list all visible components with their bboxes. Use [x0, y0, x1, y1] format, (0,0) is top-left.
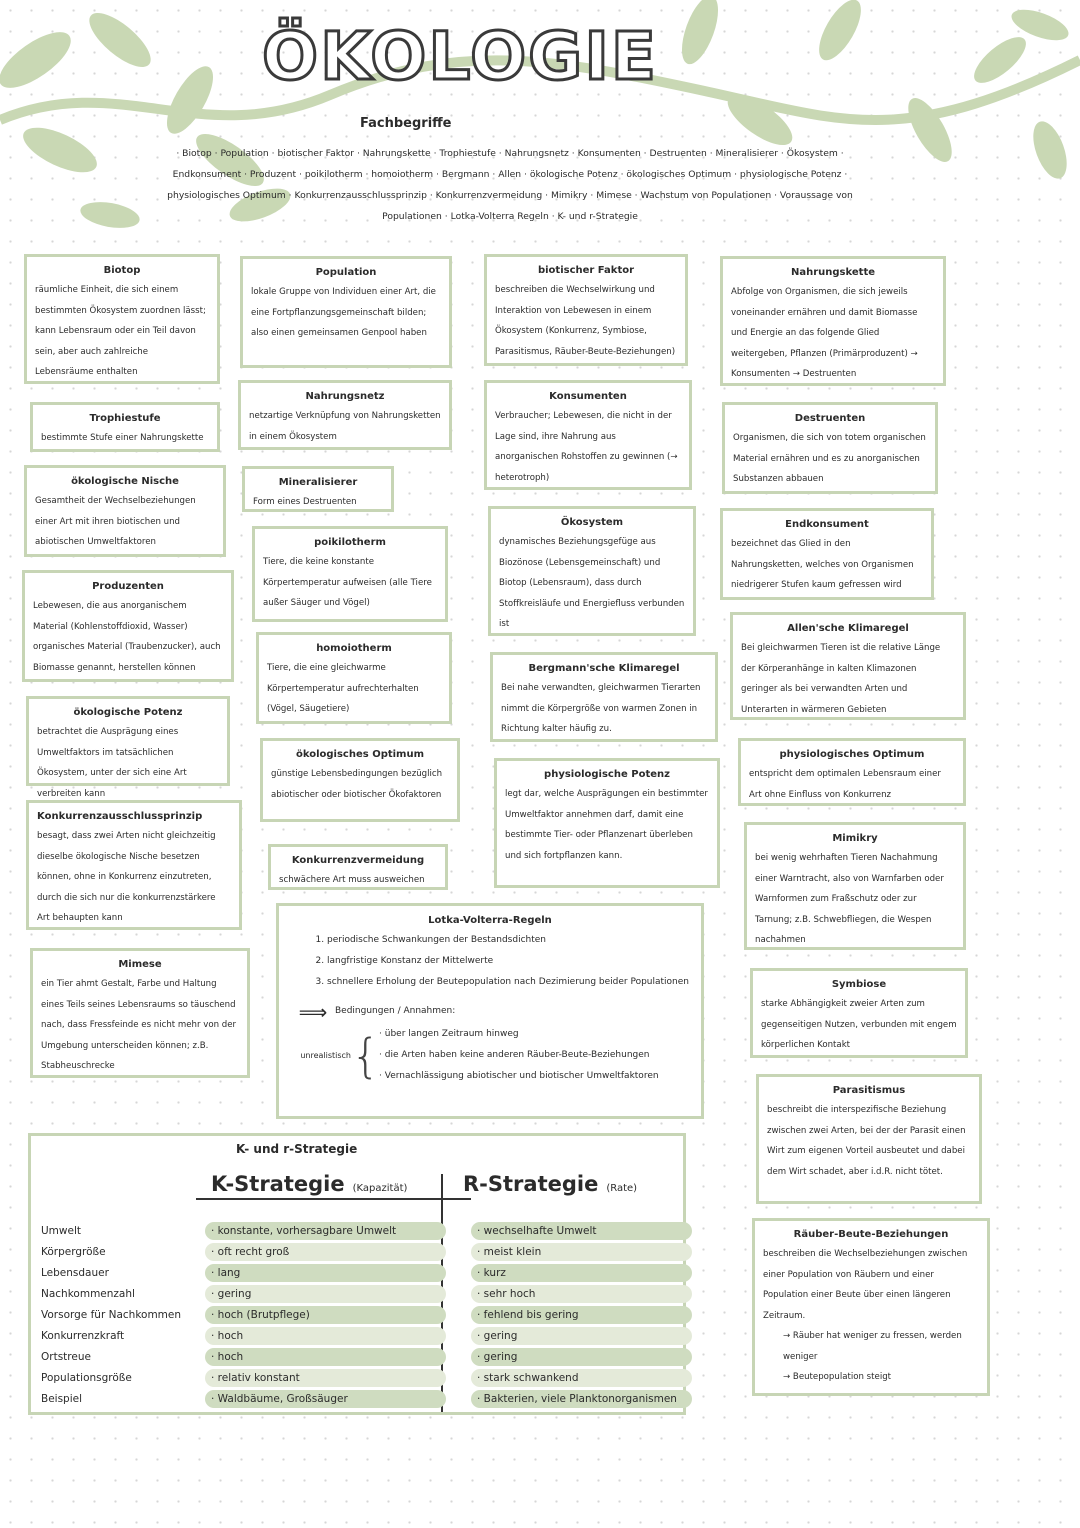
r-cell: · meist klein	[471, 1243, 692, 1261]
card-lotka-volterra	[276, 903, 704, 1119]
card-trophiestufe	[30, 402, 220, 452]
row-label: Vorsorge für Nachkommen	[41, 1309, 182, 1321]
row-label: Körpergröße	[41, 1246, 106, 1258]
card-title: Produzenten	[92, 581, 164, 592]
conditions-header	[291, 1001, 689, 1022]
condition-item: · Vernachlässigung abiotischer und biotischer Umweltfaktoren	[379, 1066, 659, 1087]
condition-list	[365, 1024, 659, 1087]
card-konsumenten	[484, 380, 692, 490]
card-body: Tiere, die eine gleichwarme Körpertemperatur aufrechterhalten (Vögel, Säugetiere)	[267, 663, 419, 714]
r-cell: · wechselhafte Umwelt	[471, 1222, 692, 1240]
r-cell: · fehlend bis gering	[471, 1306, 692, 1324]
r-cell: · gering	[471, 1327, 692, 1345]
page-title: ÖKOLOGIE	[261, 18, 658, 95]
unrealistic-label: unrealistisch	[300, 1051, 351, 1060]
card-body: dynamisches Beziehungsgefüge aus Biozönose (Lebensgemeinschaft) und Biotop (Lebensraum), dass durch Stoffkreisläufe und Energiefluss verbunden ist	[499, 537, 685, 629]
card-body: Tiere, die keine konstante Körpertemperatur aufweisen (alle Tiere außer Säuger und Vögel)	[263, 557, 432, 608]
card-title: Parasitismus	[832, 1085, 906, 1096]
card-raeuber-beute	[752, 1218, 990, 1396]
k-cell: · Waldbäume, Großsäuger	[205, 1390, 446, 1408]
term-list: · Biotop · Population · biotischer Faktor · Nahrungskette · Trophiestufe · Nahrungsnetz · Konsumenten · Destruenten · Mineralisierer · Ökosystem · Endkonsument · Produzent · poikilotherm · homoiotherm · Bergmann · Allen · ökologische Potenz · ökologisches Optimum · physiologische Potenz · physiologisches Optimum · Konkurrenzausschlussprinzip · Konkurrenzvermeidung · Mimikry · Mimese · Wachstum von Populationen · Voraussage von Populationen · Lotka-Volterra Regeln · K- und r-Strategie	[167, 148, 853, 222]
card-potenz	[26, 696, 230, 799]
card-biotop	[24, 254, 220, 384]
card-body: Organismen, die sich von totem organischen Material ernähren und es zu anorganischen Substanzen abbauen	[733, 433, 926, 484]
card-body: bei wenig wehrhaften Tieren Nachahmung einer Warntracht, also von Warnfarben oder Warnformen zum Fraßschutz oder zur Tarnung; z.B. Schwebfliegen, die Wespen nachahmen	[755, 853, 944, 945]
card-title: Mineralisierer	[278, 477, 358, 488]
card-bergmann	[490, 652, 718, 742]
condition-item: · über langen Zeitraum hinweg	[379, 1024, 659, 1045]
card-body: Lebewesen, die aus anorganischem Material (Kohlenstoffdioxid, Wasser) organisches Material (Traubenzucker), auch Biomasse genannt, herstellen können	[33, 601, 221, 673]
card-poikilotherm	[252, 526, 448, 622]
r-cell: · stark schwankend	[471, 1369, 692, 1387]
card-body: lokale Gruppe von Individuen einer Art, die eine Fortpflanzungsgemeinschaft bilden; also einen gemeinsamen Genpool haben	[251, 287, 436, 338]
card-title: Endkonsument	[785, 519, 869, 530]
k-cell: · relativ konstant	[205, 1369, 446, 1387]
rule-list	[291, 930, 689, 993]
r-cell: · sehr hoch	[471, 1285, 692, 1303]
card-title: poikilotherm	[314, 537, 386, 548]
card-body: besagt, dass zwei Arten nicht gleichzeitig dieselbe ökologische Nische besetzen können, ohne in Konkurrenz einzutreten, durch die sich nur die konkurrenzstärkere Art behaupten kann	[37, 831, 216, 923]
card-title: Räuber-Beute-Beziehungen	[793, 1229, 949, 1240]
card-symbiose	[750, 968, 968, 1058]
row-label: Nachkommenzahl	[41, 1288, 135, 1300]
card-nische	[24, 465, 226, 557]
card-optimum	[260, 738, 460, 822]
card-title: physiologisches Optimum	[779, 749, 925, 760]
card-title: Konkurrenzausschlussprinzip	[37, 811, 203, 822]
card-endkonsument	[720, 508, 934, 600]
r-heading-text: R-Strategie	[463, 1172, 599, 1196]
r-cell: · gering	[471, 1348, 692, 1366]
card-allen	[730, 612, 966, 720]
card-title: homoiotherm	[316, 643, 392, 654]
brace-icon: {	[351, 1028, 381, 1083]
card-body: Abfolge von Organismen, die sich jeweils voneinander ernähren und damit Biomasse und Energie an das folgende Glied weitergeben, Pflanzen (Primärproduzent) → Konsumenten → Destruenten	[731, 287, 918, 379]
r-cell: · Bakterien, viele Planktonorganismen	[471, 1390, 692, 1408]
card-title: Nahrungskette	[790, 267, 876, 278]
card-title: Konsumenten	[549, 391, 627, 402]
row-label: Umwelt	[41, 1225, 81, 1237]
card-title: ökologische Potenz	[73, 707, 183, 718]
card-body: günstige Lebensbedingungen bezüglich abiotischer oder biotischer Ökofaktoren	[271, 769, 443, 800]
card-title: Lotka-Volterra-Regeln	[428, 915, 552, 926]
card-body: Gesamtheit der Wechselbeziehungen einer Art mit ihren biotischen und abiotischen Umweltfaktoren	[35, 496, 196, 547]
k-cell: · lang	[205, 1264, 446, 1282]
card-title: Bergmann'sche Klimaregel	[528, 663, 680, 674]
card-title: Nahrungsnetz	[305, 391, 385, 402]
card-body: beschreiben die Wechselwirkung und Interaktion von Lebewesen in einem Ökosystem (Konkurrenz, Symbiose, Parasitismus, Räuber-Beute-Beziehungen)	[495, 285, 676, 357]
card-nahrungsnetz	[238, 380, 452, 450]
card-line: → Beutepopulation steigt	[783, 1372, 892, 1382]
card-title: ökologische Nische	[71, 476, 179, 487]
card-title: Biotop	[103, 265, 141, 276]
row-label: Beispiel	[41, 1393, 83, 1405]
card-body: netzartige Verknüpfung von Nahrungsketten in einem Ökosystem	[249, 411, 441, 442]
card-body: starke Abhängigkeit zweier Arten zum gegenseitigen Nutzen, verbunden mit engem körperlichen Kontakt	[761, 999, 957, 1050]
card-line: → Räuber hat weniger zu fressen, werden weniger	[783, 1331, 962, 1362]
rule-item: 2. langfristige Konstanz der Mittelwerte	[327, 951, 689, 972]
card-parasitismus	[756, 1074, 982, 1204]
row-label: Populationsgröße	[41, 1372, 132, 1384]
r-heading	[463, 1172, 637, 1196]
card-title: Ökosystem	[560, 517, 624, 528]
card-title: Allen'sche Klimaregel	[787, 623, 909, 634]
card-body: beschreibt die interspezifische Beziehung zwischen zwei Arten, bei der der Parasit einen Wirt zum eigenen Vorteil ausbeutet und dabei dem Wirt schadet, aber i.d.R. nicht tötet.	[767, 1105, 966, 1177]
card-body: ein Tier ahmt Gestalt, Farbe und Haltung eines Teils seines Lebensraums so täuschend nach, dass Fressfeinde es nicht mehr von der Umgebung unterscheiden können; z.B. Stabheuschrecke	[41, 979, 237, 1071]
card-body: bestimmte Stufe einer Nahrungskette	[41, 433, 204, 443]
header-underline	[196, 1198, 471, 1200]
card-body: schwächere Art muss ausweichen	[279, 875, 425, 885]
card-title: Destruenten	[794, 413, 866, 424]
k-heading-sub: (Kapazität)	[352, 1183, 408, 1194]
card-destruenten	[722, 402, 938, 494]
card-title: biotischer Faktor	[537, 265, 635, 276]
card-title: Population	[315, 267, 377, 278]
card-body: Form eines Destruenten	[253, 497, 357, 507]
k-cell: · konstante, vorhersagbare Umwelt	[205, 1222, 446, 1240]
card-title: physiologische Potenz	[544, 769, 670, 780]
card-title: Mimikry	[832, 833, 878, 844]
card-title: Symbiose	[831, 979, 887, 990]
card-vermeidung	[268, 844, 448, 890]
r-cell: · kurz	[471, 1264, 692, 1282]
k-heading	[211, 1172, 407, 1196]
k-cell: · gering	[205, 1285, 446, 1303]
row-label: Ortstreue	[41, 1351, 91, 1363]
row-label: Lebensdauer	[41, 1267, 109, 1279]
card-body: bezeichnet das Glied in den Nahrungsketten, welches von Organismen niedrigerer Stufen kaum gefressen wird	[731, 539, 914, 590]
conditions-block	[291, 1024, 689, 1087]
card-title: Konkurrenzvermeidung	[291, 855, 425, 866]
card-title: Trophiestufe	[89, 413, 161, 424]
kr-strategy-table	[28, 1133, 686, 1415]
k-heading-text: K-Strategie	[211, 1172, 345, 1196]
card-mineralisierer	[242, 466, 394, 512]
card-body: räumliche Einheit, die sich einem bestimmten Ökosystem zuordnen lässt; kann Lebensraum oder ein Teil davon sein, aber auch zahlreiche Lebensräume enthalten	[35, 285, 206, 377]
card-homoiotherm	[256, 632, 452, 724]
card-body: Verbraucher; Lebewesen, die nicht in der Lage sind, ihre Nahrung aus anorganischen Rohstoffen zu gewinnen (→ heterotroph)	[495, 411, 678, 483]
card-mimikry	[744, 822, 966, 950]
condition-item: · die Arten haben keine anderen Räuber-Beute-Beziehungen	[379, 1045, 659, 1066]
card-body: betrachtet die Ausprägung eines Umweltfaktors im tatsächlichen Ökosystem, unter der sich eine Art verbreiten kann	[37, 727, 187, 799]
card-body: legt dar, welche Ausprägungen ein bestimmter Umweltfaktor annehmen darf, damit eine bestimmte Tier- oder Pflanzenart überleben und sich fortpflanzen kann.	[505, 789, 708, 861]
card-population	[240, 256, 452, 368]
card-body: Bei gleichwarmen Tieren ist die relative Länge der Körperanhänge in kalten Klimazonen geringer als bei verwandten Arten und Unterarten in wärmeren Gebieten	[741, 643, 941, 715]
double-arrow-icon: ⟹	[298, 999, 328, 1024]
k-cell: · oft recht groß	[205, 1243, 446, 1261]
k-cell: · hoch (Brutpflege)	[205, 1306, 446, 1324]
row-label: Konkurrenzkraft	[41, 1330, 125, 1342]
r-heading-sub: (Rate)	[606, 1183, 638, 1194]
conditions-label: Bedingungen / Annahmen:	[335, 1006, 456, 1016]
card-oekosystem	[488, 506, 696, 636]
card-ausschluss	[26, 800, 242, 930]
k-cell: · hoch	[205, 1327, 446, 1345]
card-body: beschreiben die Wechselbeziehungen zwischen einer Population von Räubern und einer Population einer Beute über einen längeren Zeitraum.	[763, 1249, 968, 1321]
card-biotischer-faktor	[484, 254, 688, 366]
card-physiologisches-optimum	[738, 738, 966, 806]
k-cell: · hoch	[205, 1348, 446, 1366]
card-physiologische-potenz	[494, 758, 720, 888]
rule-item: 1. periodische Schwankungen der Bestandsdichten	[327, 930, 689, 951]
card-body: Bei nahe verwandten, gleichwarmen Tierarten nimmt die Körpergröße von warmen Zonen in Richtung kalter häufig zu.	[501, 683, 701, 734]
rule-item: 3. schnellere Erholung der Beutepopulation nach Dezimierung beider Populationen	[327, 972, 689, 993]
subtitle: Fachbegriffe	[360, 116, 452, 131]
card-mimese	[30, 948, 250, 1078]
card-nahrungskette	[720, 256, 946, 386]
card-title: ökologisches Optimum	[295, 749, 425, 760]
card-title: Mimese	[118, 959, 162, 970]
card-body: entspricht dem optimalen Lebensraum einer Art ohne Einfluss von Konkurrenz	[749, 769, 941, 800]
table-title: K- und r-Strategie	[236, 1142, 358, 1156]
card-produzenten	[22, 570, 234, 682]
